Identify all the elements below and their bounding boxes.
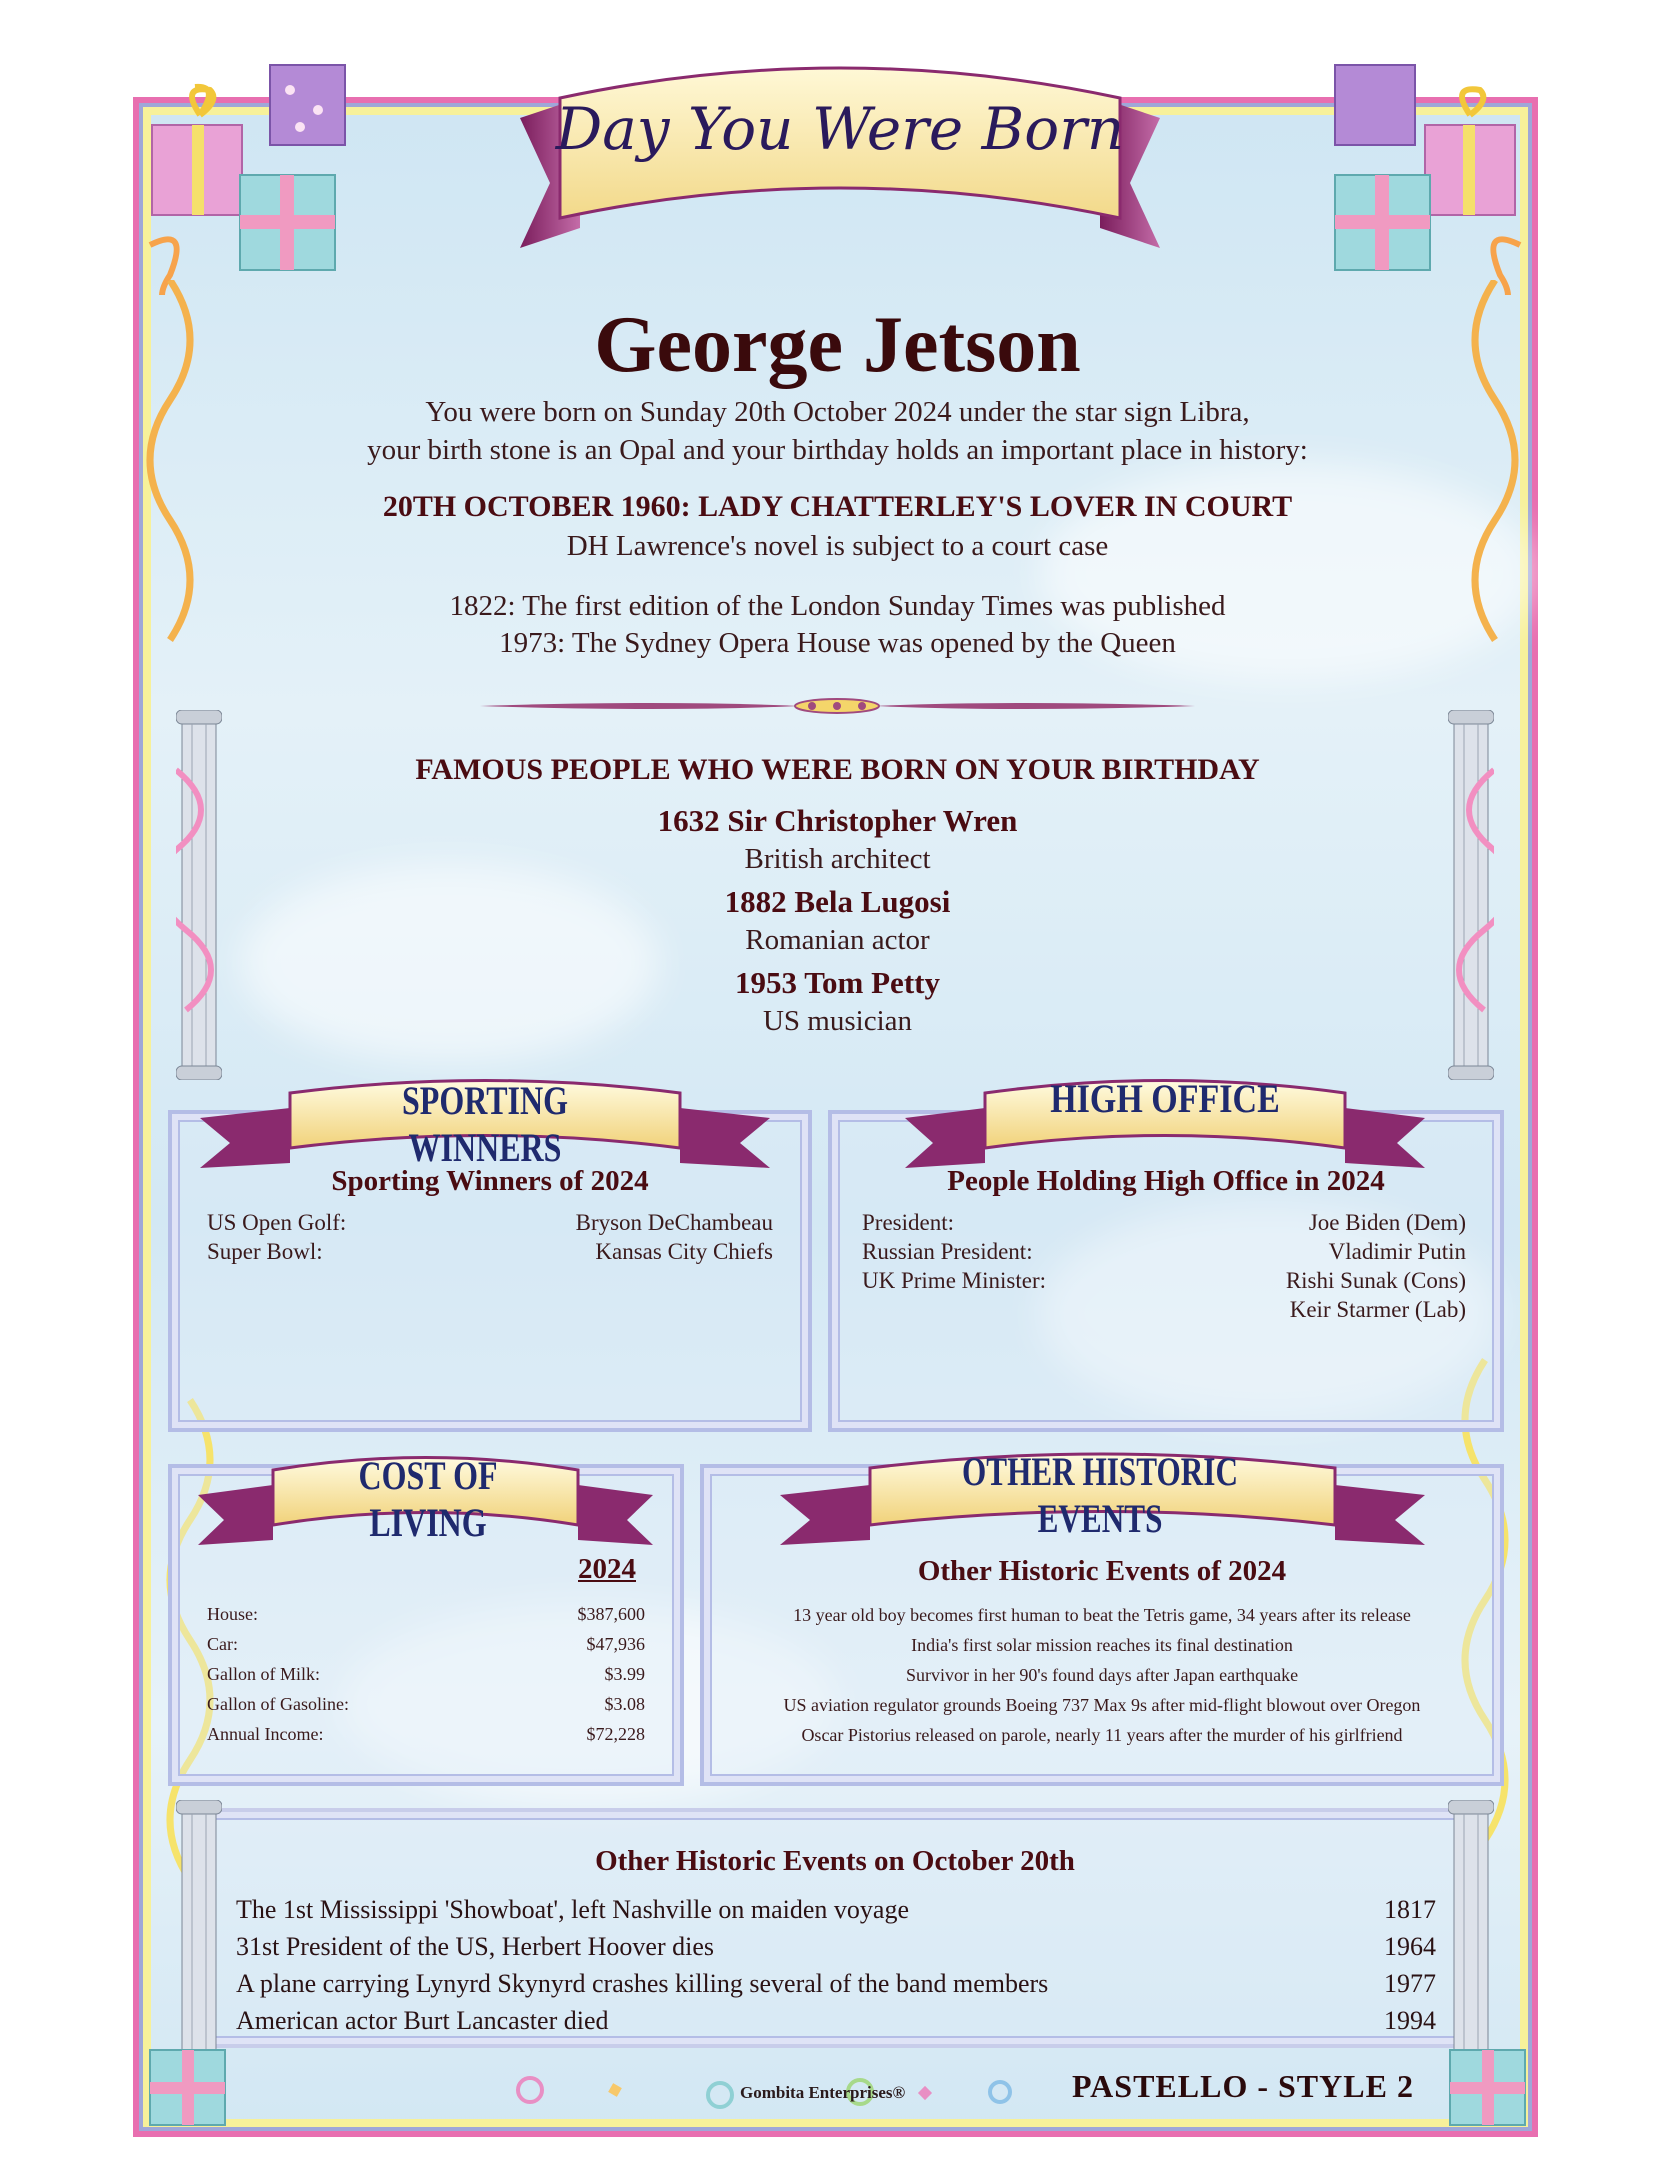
- row-value: Kansas City Chiefs: [595, 1239, 773, 1264]
- row-value: Keir Starmer (Lab): [1289, 1297, 1466, 1322]
- row-label: UK Prime Minister:: [862, 1268, 1046, 1293]
- october-year: 1964: [1384, 1932, 1436, 1961]
- person-name: George Jetson: [594, 301, 1081, 389]
- famous-list: [0, 802, 1675, 1045]
- headline-subtitle: DH Lawrence's novel is subject to a court case: [566, 530, 1109, 562]
- event-item: Survivor in her 90's found days after Japan earthquake: [905, 1665, 1299, 1685]
- october-year: 1994: [1384, 2006, 1436, 2035]
- pillar-left-icon: [176, 710, 222, 1080]
- intro-line: your birth stone is an Opal and your birthday holds an important place in history:: [367, 434, 1308, 466]
- famous-desc: Romanian actor: [745, 924, 930, 956]
- event-item: Oscar Pistorius released on parole, nearly 11 years after the murder of his girlfriend: [801, 1725, 1403, 1745]
- october-row: [236, 1895, 1436, 1932]
- october-row: [236, 1969, 1436, 2006]
- row-value: $387,600: [577, 1604, 645, 1624]
- october-row: [236, 2006, 1436, 2043]
- top-banner: [520, 58, 1160, 268]
- october-text: 31st President of the US, Herbert Hoover dies: [236, 1932, 715, 1961]
- gift-boxes-right-icon: [1295, 55, 1535, 295]
- history-item: 1973: The Sydney Opera House was opened by the Queen: [499, 627, 1176, 659]
- history-item: 1822: The first edition of the London Sunday Times was published: [449, 590, 1226, 622]
- famous-desc: British architect: [744, 843, 931, 875]
- row-value: $3.99: [604, 1664, 645, 1684]
- row-value: $72,228: [586, 1724, 645, 1744]
- footer-brand: Gombita Enterprises®: [740, 2083, 906, 2102]
- history-list: [0, 588, 1675, 662]
- event-item: US aviation regulator grounds Boeing 737 Max 9s after mid-flight blowout over Oregon: [783, 1695, 1421, 1715]
- pillar-right-icon: [1448, 710, 1494, 1080]
- october-title: Other Historic Events on October 20th: [595, 1845, 1075, 1877]
- cost-ribbon-label: COST OF LIVING: [358, 1453, 498, 1545]
- row-label: Super Bowl:: [207, 1239, 323, 1264]
- footer-style: PASTELLO - STYLE 2: [1072, 2068, 1414, 2104]
- famous-name: 1632 Sir Christopher Wren: [657, 803, 1018, 838]
- october-text: American actor Burt Lancaster died: [236, 2006, 609, 2035]
- october-text: The 1st Mississippi 'Showboat', left Nashville on maiden voyage: [236, 1895, 910, 1924]
- famous-name: 1953 Tom Petty: [735, 965, 940, 1000]
- row-value: Rishi Sunak (Cons): [1285, 1268, 1466, 1293]
- row-label: Annual Income:: [207, 1724, 324, 1744]
- row-value: $3.08: [604, 1694, 645, 1714]
- intro-text: [0, 393, 1675, 469]
- events-ribbon-label: OTHER HISTORIC EVENTS: [962, 1449, 1238, 1541]
- cost-year: 2024: [578, 1553, 636, 1585]
- gift-box-bottom-right-icon: [1410, 2020, 1540, 2130]
- events-list: [700, 1600, 1504, 1750]
- sporting-title: Sporting Winners of 2024: [331, 1165, 649, 1197]
- october-year: 1817: [1384, 1895, 1436, 1924]
- october-year: 1977: [1384, 1969, 1436, 1998]
- office-ribbon-label: HIGH OFFICE: [1050, 1076, 1280, 1121]
- headline-title: 20TH OCTOBER 1960: LADY CHATTERLEY'S LOVER IN COURT: [382, 490, 1293, 523]
- event-item: India's first solar mission reaches its final destination: [911, 1635, 1293, 1655]
- event-item: 13 year old boy becomes first human to beat the Tetris game, 34 years after its release: [793, 1605, 1411, 1625]
- office-title: People Holding High Office in 2024: [947, 1165, 1385, 1197]
- famous-desc: US musician: [762, 1005, 913, 1037]
- row-label: Russian President:: [862, 1239, 1033, 1264]
- intro-line: You were born on Sunday 20th October 2024 under the star sign Libra,: [425, 396, 1250, 428]
- sporting-ribbon-label: SPORTING WINNERS: [401, 1078, 569, 1170]
- events-title: Other Historic Events of 2024: [917, 1555, 1287, 1587]
- row-label: Gallon of Milk:: [207, 1664, 320, 1684]
- ornamental-divider: [480, 696, 1195, 716]
- banner-title: Day You Were Born: [555, 95, 1125, 163]
- gift-box-bottom-left-icon: [140, 2020, 270, 2130]
- row-value: $47,936: [586, 1634, 645, 1654]
- october-text: A plane carrying Lynyrd Skynyrd crashes killing several of the band members: [236, 1969, 1049, 1998]
- row-value: Joe Biden (Dem): [1308, 1210, 1466, 1235]
- gift-boxes-left-icon: [140, 55, 380, 295]
- row-label: President:: [862, 1210, 954, 1235]
- row-label: US Open Golf:: [207, 1210, 347, 1235]
- october-row: [236, 1932, 1436, 1969]
- row-label: House:: [207, 1604, 258, 1624]
- row-label: Gallon of Gasoline:: [207, 1694, 349, 1714]
- famous-title: FAMOUS PEOPLE WHO WERE BORN ON YOUR BIRTHDAY: [415, 753, 1260, 786]
- famous-name: 1882 Bela Lugosi: [724, 884, 951, 919]
- row-value: Bryson DeChambeau: [575, 1210, 773, 1235]
- row-value: Vladimir Putin: [1328, 1239, 1466, 1264]
- row-label: Car:: [207, 1634, 238, 1654]
